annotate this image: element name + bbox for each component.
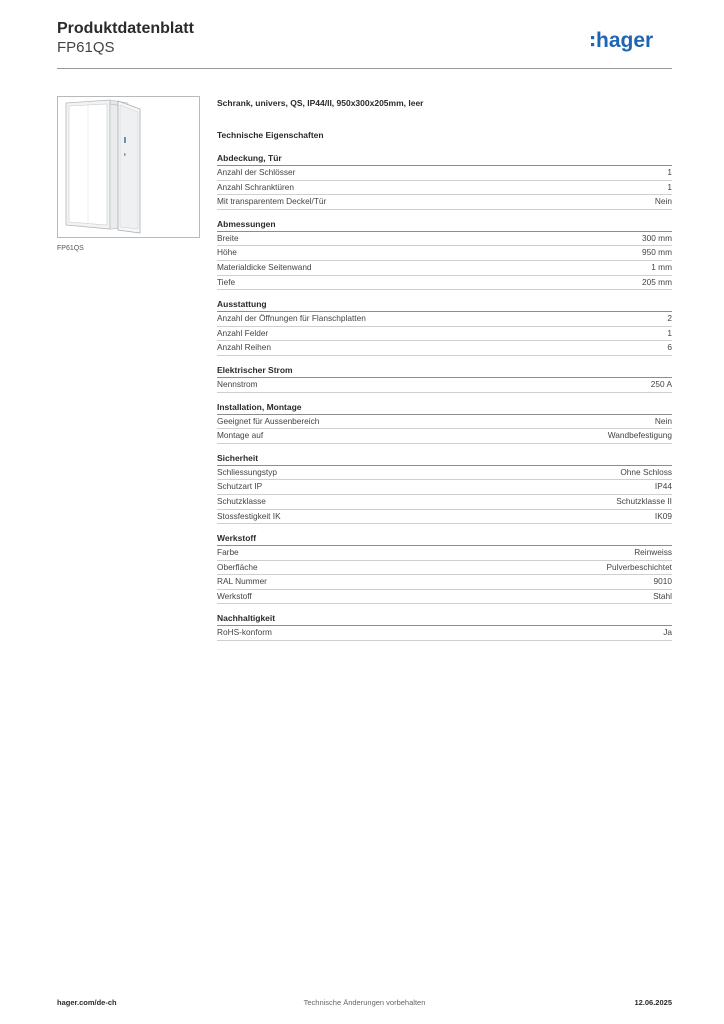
property-row (217, 195, 672, 210)
property-row (217, 480, 672, 495)
property-label: Schutzart IP (217, 481, 263, 492)
section-title: Werkstoff (217, 532, 672, 546)
property-label: Tiefe (217, 276, 236, 287)
property-row (217, 181, 672, 196)
property-value: Schutzklasse II (616, 495, 672, 506)
page-header (57, 20, 672, 68)
property-label: Geeignet für Aussenbereich (217, 415, 320, 426)
property-section (217, 218, 672, 290)
property-label: Höhe (217, 247, 237, 258)
section-title: Installation, Montage (217, 401, 672, 415)
section-title: Abmessungen (217, 218, 672, 232)
property-label: Breite (217, 232, 239, 243)
property-value: 1 (667, 181, 672, 192)
property-value: 300 mm (642, 232, 672, 243)
property-label: Montage auf (217, 430, 264, 441)
property-label: Anzahl Felder (217, 327, 269, 338)
property-value: 6 (667, 342, 672, 353)
property-row (217, 378, 672, 393)
property-row (217, 590, 672, 605)
property-label: RAL Nummer (217, 576, 267, 587)
property-label: Nennstrom (217, 378, 258, 389)
product-description: Schrank, univers, QS, IP44/II, 950x300x205mm, leer (217, 98, 424, 108)
property-value: Ja (663, 627, 672, 638)
property-label: Stossfestigkeit IK (217, 510, 281, 521)
property-section (217, 452, 672, 524)
property-value: Wandbefestigung (607, 430, 672, 441)
property-value: Reinweiss (634, 547, 672, 558)
property-value: 1 mm (651, 261, 672, 272)
property-label: Schutzklasse (217, 495, 266, 506)
logo-text: hager (596, 29, 654, 52)
property-label: Werkstoff (217, 590, 252, 601)
property-value: 9010 (653, 576, 672, 587)
property-value: IP44 (654, 481, 672, 492)
property-value: 1 (667, 167, 672, 177)
property-row (217, 415, 672, 430)
property-value: Ohne Schloss (620, 466, 672, 477)
section-title: Ausstattung (217, 298, 672, 312)
property-value: 250 A (650, 378, 672, 389)
property-value: Stahl (653, 590, 672, 601)
property-row (217, 429, 672, 444)
property-value: 2 (667, 313, 672, 324)
property-section (217, 364, 672, 393)
property-label: Anzahl Reihen (217, 342, 271, 353)
properties-list (217, 152, 672, 641)
property-value: Nein (654, 415, 672, 426)
property-value: Nein (654, 196, 672, 207)
property-value: 205 mm (642, 276, 672, 287)
product-code: FP61QS (57, 39, 115, 56)
property-row (217, 312, 672, 327)
technical-properties-heading: Technische Eigenschaften (217, 130, 324, 140)
section-title: Sicherheit (217, 452, 672, 466)
property-section (217, 152, 672, 210)
property-label: Farbe (217, 547, 239, 558)
header-divider (57, 68, 672, 69)
footer-date: 12.06.2025 (634, 998, 672, 1007)
property-label: Anzahl der Schlösser (217, 167, 296, 177)
product-image (57, 96, 200, 238)
property-row (217, 166, 672, 181)
property-value: Pulverbeschichtet (606, 561, 672, 572)
property-label: Anzahl Schranktüren (217, 181, 295, 192)
property-row (217, 246, 672, 261)
property-section (217, 612, 672, 641)
image-caption: FP61QS (57, 245, 84, 252)
property-label: Oberfläche (217, 561, 258, 572)
property-section (217, 401, 672, 444)
property-row (217, 510, 672, 525)
property-row (217, 466, 672, 481)
property-row (217, 626, 672, 641)
property-label: RoHS-konform (217, 627, 272, 638)
property-label: Schliessungstyp (217, 466, 277, 477)
property-row (217, 575, 672, 590)
property-row (217, 261, 672, 276)
property-section (217, 298, 672, 356)
property-row (217, 561, 672, 576)
property-row (217, 276, 672, 291)
footer-website: hager.com/de-ch (57, 998, 117, 1007)
property-label: Materialdicke Seitenwand (217, 261, 312, 272)
product-details (217, 97, 672, 641)
property-label: Anzahl der Öffnungen für Flanschplatten (217, 313, 366, 324)
property-section (217, 532, 672, 604)
property-value: IK09 (654, 510, 672, 521)
property-row (217, 232, 672, 247)
hager-logo (590, 26, 672, 56)
page-title: Produktdatenblatt (57, 20, 194, 37)
page-footer (57, 998, 672, 1010)
property-label: Mit transparentem Deckel/Tür (217, 196, 327, 207)
property-row (217, 495, 672, 510)
section-title: Abdeckung, Tür (217, 152, 672, 166)
property-row (217, 546, 672, 561)
property-row (217, 341, 672, 356)
section-title: Nachhaltigkeit (217, 612, 672, 626)
footer-notice: Technische Änderungen vorbehalten (303, 998, 426, 1007)
property-value: 1 (667, 327, 672, 338)
cabinet-illustration (58, 97, 199, 237)
section-title: Elektrischer Strom (217, 364, 672, 378)
property-row (217, 327, 672, 342)
property-value: 950 mm (642, 247, 672, 258)
